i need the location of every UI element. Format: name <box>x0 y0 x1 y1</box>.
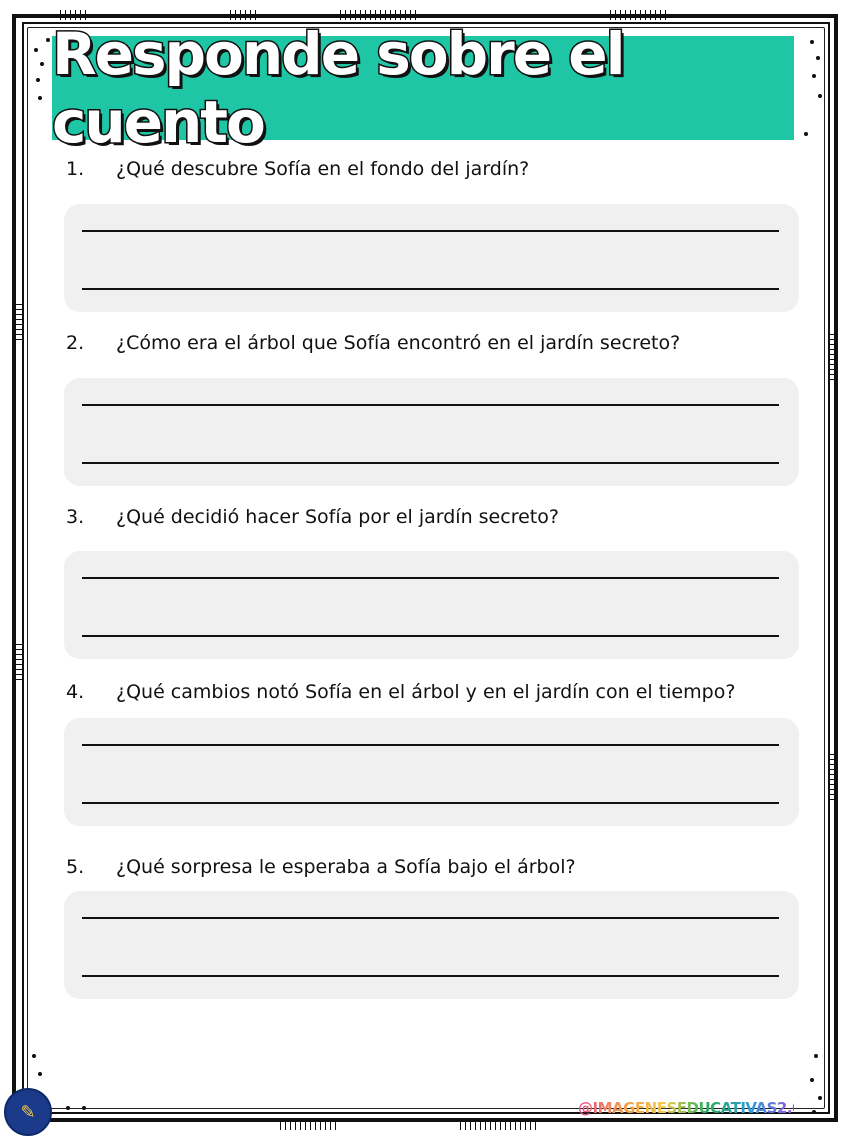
answer-line <box>82 635 779 637</box>
question-5 <box>66 856 806 878</box>
question-text: ¿Qué decidió hacer Sofía por el jardín secreto? <box>116 506 559 528</box>
question-number: 2. <box>66 332 85 354</box>
question-text: ¿Qué cambios notó Sofía en el árbol y en el jardín con el tiempo? <box>116 681 736 703</box>
answer-box-1[interactable] <box>64 204 799 312</box>
answer-line <box>82 975 779 977</box>
answer-line <box>82 462 779 464</box>
corner-dot <box>812 1110 816 1114</box>
answer-line <box>82 744 779 746</box>
corner-dot <box>816 56 820 60</box>
answer-box-5[interactable] <box>64 891 799 999</box>
corner-dot <box>38 96 42 100</box>
corner-dot <box>818 94 822 98</box>
question-4 <box>66 681 806 703</box>
corner-dot <box>38 1072 42 1076</box>
question-text: ¿Cómo era el árbol que Sofía encontró en el jardín secreto? <box>116 332 681 354</box>
answer-line <box>82 230 779 232</box>
answer-line <box>82 404 779 406</box>
corner-dot <box>810 40 814 44</box>
border-hatch-left-1 <box>12 300 22 340</box>
answer-line <box>82 917 779 919</box>
border-hatch-top-2 <box>230 10 258 20</box>
answer-box-4[interactable] <box>64 718 799 826</box>
answer-box-2[interactable] <box>64 378 799 486</box>
question-1 <box>66 158 806 180</box>
watermark: @IMAGENESEDUCATIVAS2.0 <box>578 1096 794 1120</box>
answer-line <box>82 577 779 579</box>
corner-dot <box>818 1096 822 1100</box>
question-text: ¿Qué sorpresa le esperaba a Sofía bajo el árbol? <box>116 856 576 878</box>
border-hatch-right-2 <box>828 750 838 800</box>
corner-dot <box>66 1106 70 1110</box>
border-hatch-bottom-2 <box>460 1120 540 1130</box>
question-number: 3. <box>66 506 85 528</box>
answer-line <box>82 802 779 804</box>
corner-dot <box>40 62 44 66</box>
border-hatch-bottom-1 <box>280 1120 340 1130</box>
brand-logo-icon: ✎ <box>4 1088 52 1136</box>
corner-dot <box>812 74 816 78</box>
question-2 <box>66 332 806 354</box>
question-3 <box>66 506 806 528</box>
border-hatch-top-4 <box>610 10 670 20</box>
corner-dot <box>810 1078 814 1082</box>
question-text: ¿Qué descubre Sofía en el fondo del jardín? <box>116 158 530 180</box>
corner-dot <box>804 132 808 136</box>
question-number: 4. <box>66 681 85 703</box>
border-hatch-top-1 <box>60 10 90 20</box>
border-hatch-top-3 <box>340 10 420 20</box>
corner-dot <box>32 1054 36 1058</box>
answer-box-3[interactable] <box>64 551 799 659</box>
answer-line <box>82 288 779 290</box>
corner-dot <box>814 1054 818 1058</box>
corner-dot <box>36 78 40 82</box>
corner-dot <box>82 1106 86 1110</box>
corner-dot <box>46 38 50 42</box>
question-number: 1. <box>66 158 85 180</box>
corner-dot <box>34 48 38 52</box>
border-hatch-left-2 <box>12 640 22 680</box>
question-number: 5. <box>66 856 85 878</box>
border-hatch-right-1 <box>828 330 838 380</box>
page-title: Responde sobre el cuento <box>52 20 624 156</box>
